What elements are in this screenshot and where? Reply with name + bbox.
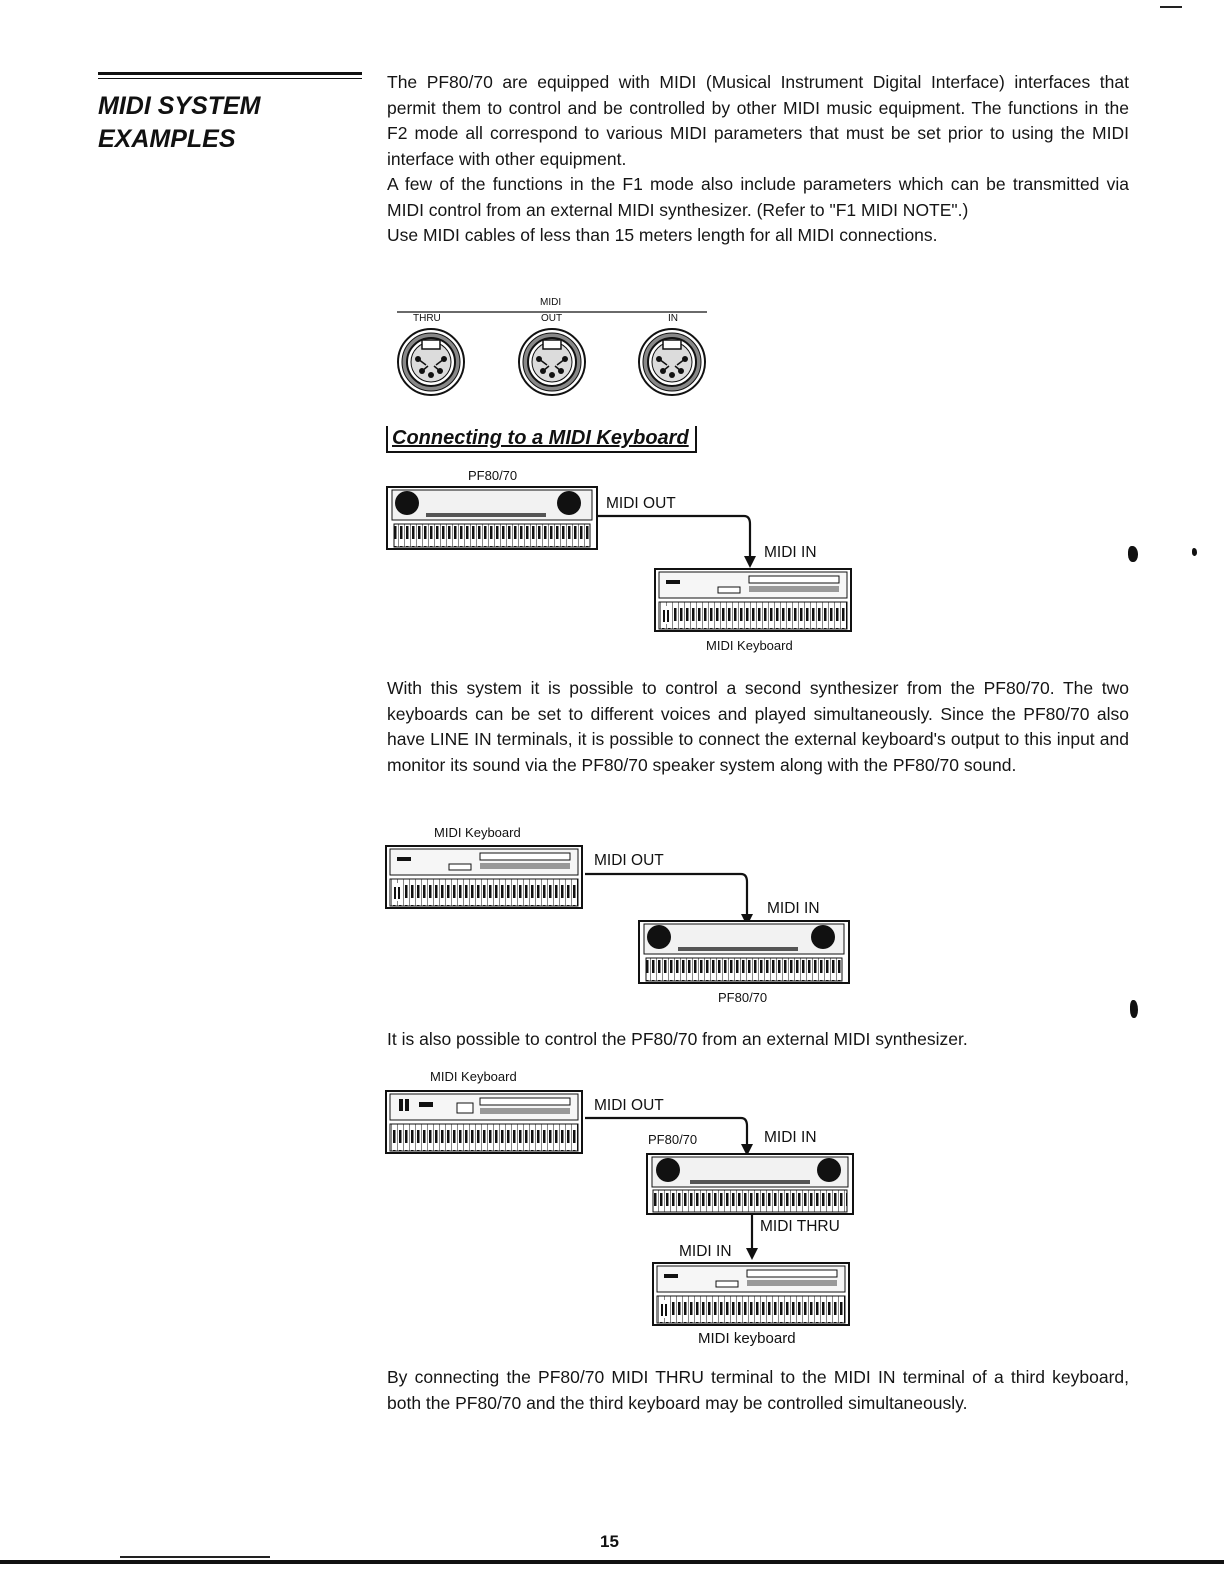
diagram2-bottom-device-label: PF80/70 xyxy=(718,990,768,1005)
diagram3-midi-keyboard-icon xyxy=(385,1090,585,1156)
midi-out-connector-icon xyxy=(519,329,585,395)
page-number: 15 xyxy=(600,1532,619,1551)
corner-mark xyxy=(1160,6,1182,8)
paragraph-3: It is also possible to control the PF80/70 from an external MIDI synthesizer. xyxy=(387,1029,968,1049)
paragraph-4: By connecting the PF80/70 MIDI THRU terminal to the MIDI IN terminal of a third keyboard, both the PF80/70 and the third keyboard may be controlled simultaneously. xyxy=(387,1367,1129,1413)
diagram1-cable xyxy=(598,514,758,570)
diagram3-out-label: MIDI OUT xyxy=(594,1097,664,1114)
diagram3-in-label: MIDI IN xyxy=(764,1129,817,1146)
section-title xyxy=(98,90,368,156)
diagram3-in-label-2: MIDI IN xyxy=(679,1243,732,1260)
section-title-line1: MIDI SYSTEM xyxy=(98,92,261,120)
diagram3-bottom-device-label: MIDI keyboard xyxy=(698,1330,796,1347)
diagram1-top-device-label: PF80/70 xyxy=(468,468,518,483)
terminal-group-label: MIDI xyxy=(540,297,562,308)
midi-in-connector-icon xyxy=(639,329,705,395)
diagram1-midi-keyboard-icon xyxy=(654,568,852,634)
bottom-rule xyxy=(0,1560,1224,1564)
midi-thru-connector-icon xyxy=(398,329,464,395)
diagram2-midi-keyboard-icon xyxy=(385,845,585,911)
diagram2-pf80-keyboard-icon xyxy=(638,920,852,986)
diagram3-middle-device-label: PF80/70 xyxy=(648,1132,698,1147)
terminal-thru-label: THRU xyxy=(413,313,441,324)
bottom-rule-thin xyxy=(120,1556,270,1558)
diagram2-in-label: MIDI IN xyxy=(767,900,820,917)
diagram3-cable-thru-in xyxy=(742,1214,762,1264)
scan-speck xyxy=(1128,546,1138,562)
diagram1-bottom-device-label: MIDI Keyboard xyxy=(706,638,793,653)
diagram1-out-label: MIDI OUT xyxy=(606,495,676,512)
section-rule-thin xyxy=(98,78,362,79)
diagram3-pf80-keyboard-icon xyxy=(646,1153,856,1217)
intro-text xyxy=(387,70,1129,249)
diagram3-top-device-label: MIDI Keyboard xyxy=(430,1069,517,1084)
scan-speck xyxy=(1130,1000,1138,1018)
terminal-out-label: OUT xyxy=(541,313,563,324)
intro-paragraph-1: The PF80/70 are equipped with MIDI (Musical Instrument Digital Interface) interfaces that permit them to control and be controlled by other MIDI music equipment. The functions in the F2 mode all correspond to various MIDI parameters that must be set prior to using the MIDI interface with other equipment. xyxy=(387,72,1129,169)
diagram3-third-keyboard-icon xyxy=(652,1262,852,1328)
scan-speck xyxy=(1192,548,1197,556)
section-title-line2: EXAMPLES xyxy=(98,125,236,153)
connecting-heading: Connecting to a MIDI Keyboard xyxy=(386,426,697,453)
paragraph-2: With this system it is possible to control a second synthesizer from the PF80/70. The two keyboards can be set to different voices and played simultaneously. Since the PF80/70 also have LINE IN terminals, it is possible to connect the external keyboard's output to this input and monitor its sound via the PF80/70 speaker system along with the PF80/70 sound. xyxy=(387,678,1129,775)
diagram1-pf80-keyboard-icon xyxy=(386,486,598,552)
intro-paragraph-2: A few of the functions in the F1 mode also include parameters which can be transmitted via MIDI control from an external MIDI synthesizer. (Refer to "F1 MIDI NOTE".) xyxy=(387,174,1129,220)
midi-terminals-figure xyxy=(395,296,715,400)
diagram2-top-device-label: MIDI Keyboard xyxy=(434,825,521,840)
diagram1-in-label: MIDI IN xyxy=(764,544,817,561)
diagram2-out-label: MIDI OUT xyxy=(594,852,664,869)
intro-paragraph-3: Use MIDI cables of less than 15 meters length for all MIDI connections. xyxy=(387,225,938,245)
section-rule xyxy=(98,72,362,75)
terminal-in-label: IN xyxy=(668,313,678,324)
diagram3-thru-label: MIDI THRU xyxy=(760,1218,840,1235)
